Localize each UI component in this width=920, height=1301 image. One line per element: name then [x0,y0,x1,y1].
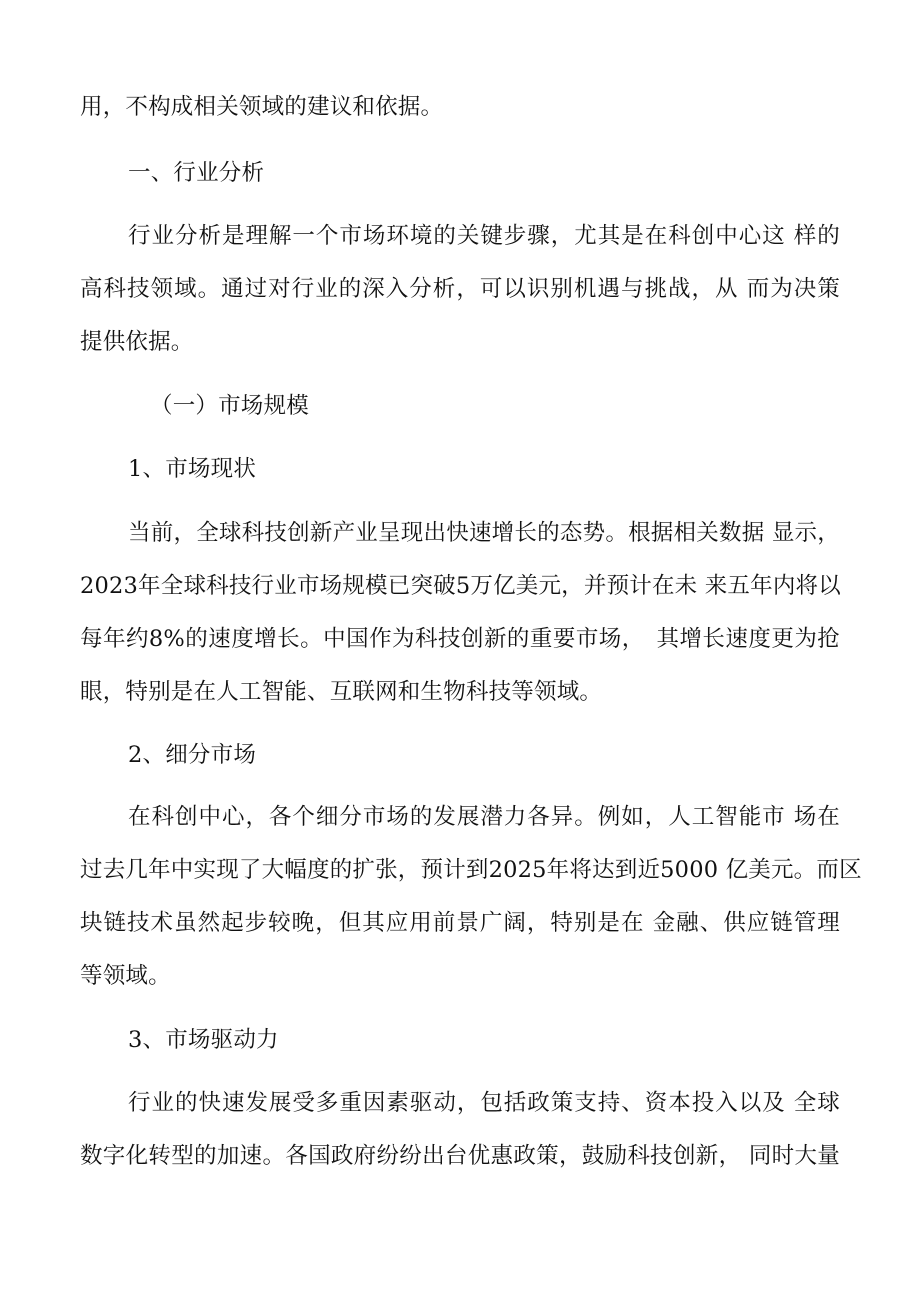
paragraph-line: 数字化转型的加速。各国政府纷纷出台优惠政策，鼓励科技创新， 同时大量 [80,1143,840,1169]
paragraph-line: 行业的快速发展受多重因素驱动，包括政策支持、资本投入以及 全球 [128,1090,840,1116]
paragraph-line: 过去几年中实现了大幅度的扩张，预计到2025年将达到近5000 亿美元。而区 [80,857,862,883]
section-heading-industry-analysis: 一、行业分析 [128,160,265,186]
item-heading-market-drivers: 3、市场驱动力 [128,1027,279,1053]
paragraph-line: 眼，特别是在人工智能、互联网和生物科技等领域。 [80,679,603,705]
paragraph-line: 每年约8%的速度增长。中国作为科技创新的重要市场， 其增长速度更为抢 [80,626,840,652]
paragraph-line: 块链技术虽然起步较晚，但其应用前景广阔，特别是在 金融、供应链管理 [80,910,840,936]
paragraph-line: 等领域。 [80,963,171,989]
item-heading-market-status: 1、市场现状 [128,456,257,482]
item-heading-segment-market: 2、细分市场 [128,742,257,768]
paragraph-line: 当前，全球科技创新产业呈现出快速增长的态势。根据相关数据 显示， [128,520,840,546]
intro-tail-text: 用，不构成相关领域的建议和依据。 [80,94,444,120]
subsection-heading-market-size: （一）市场规模 [150,393,309,419]
paragraph-line: 在科创中心，各个细分市场的发展潜力各异。例如，人工智能市 场在 [128,804,840,830]
paragraph-line: 高科技领域。通过对行业的深入分析，可以识别机遇与挑战，从 而为决策 [80,276,840,302]
paragraph-line: 2023年全球科技行业市场规模已突破5万亿美元，并预计在未 来五年内将以 [80,573,841,599]
paragraph-line: 行业分析是理解一个市场环境的关键步骤，尤其是在科创中心这 样的 [128,223,840,249]
paragraph-line: 提供依据。 [80,329,194,355]
